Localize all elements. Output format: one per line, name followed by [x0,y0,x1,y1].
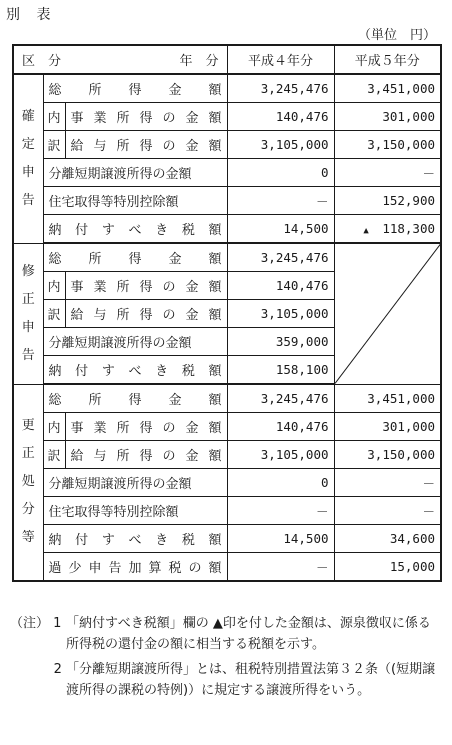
header-division-cell [13,45,227,74]
notes [10,613,442,701]
refund-mark-icon: ▲ [363,226,369,236]
label-tax: 納 付 す べ き 税 額 [43,215,227,244]
header-row [13,45,441,74]
kosei-tax-h4: 14,500 [227,525,334,553]
kosei-housing-h5: － [334,497,441,525]
note-number: 1 [53,616,62,631]
shusei-separate-h4: 359,000 [227,328,334,356]
kakutei-business-h4: 140,476 [227,103,334,131]
label-separate: 分離短期譲渡所得の金額 [43,159,227,187]
kosei-housing-h4: － [227,497,334,525]
table-row [13,469,441,497]
diagonal-line-icon [335,244,441,384]
kakutei-tax-h5-cell [334,215,441,244]
label-total: 総 所 得 金 額 [43,74,227,103]
kosei-business-h4: 140,476 [227,413,334,441]
note-item [10,613,442,655]
label-salary: 給与所得の金額 [65,300,227,328]
table-row [13,243,441,272]
table-row [13,103,441,131]
section-kosei: 更 正 処 分 等 [13,384,43,581]
table-row [13,497,441,525]
header-year-label: 年 分 [179,54,219,69]
notes-lead: （注） [10,616,50,631]
kosei-salary-h5: 3,150,000 [334,441,441,469]
note-text: 「分離短期譲渡所得」とは、租税特別措置法第３２条（(短期譲渡所得の課税の特例)）に規定する譲渡所得をいう。 [66,662,436,698]
kakutei-housing-h4: － [227,187,334,215]
table-row [13,74,441,103]
kakutei-salary-h5: 3,150,000 [334,131,441,159]
label-salary: 給与所得の金額 [65,441,227,469]
label-business: 事業所得の金額 [65,413,227,441]
shusei-tax-h4: 158,100 [227,356,334,385]
table-row [13,441,441,469]
label-separate: 分離短期譲渡所得の金額 [43,328,227,356]
kosei-separate-h5: － [334,469,441,497]
kakutei-tax-h4: 14,500 [227,215,334,244]
document-title: 別 表 [6,7,57,23]
kosei-penalty-h5: 15,000 [334,553,441,582]
table-row [13,413,441,441]
header-division-label: 区 分 [22,54,62,69]
section-kakutei: 確 定 申 告 [13,74,43,243]
table-row [13,215,441,244]
label-housing: 住宅取得等特別控除額 [43,187,227,215]
label-total: 総 所 得 金 額 [43,243,227,272]
label-wake: 訳 [43,441,65,469]
kosei-tax-h5: 34,600 [334,525,441,553]
kakutei-total-h5: 3,451,000 [334,74,441,103]
kakutei-business-h5: 301,000 [334,103,441,131]
label-wake: 訳 [43,300,65,328]
kosei-total-h4: 3,245,476 [227,384,334,413]
label-tax: 納 付 す べ き 税 額 [43,525,227,553]
shusei-business-h4: 140,476 [227,272,334,300]
kosei-business-h5: 301,000 [334,413,441,441]
kakutei-separate-h5: － [334,159,441,187]
kakutei-tax-h5: 118,300 [382,221,435,236]
label-salary: 給与所得の金額 [65,131,227,159]
shusei-total-h4: 3,245,476 [227,243,334,272]
table-row [13,187,441,215]
note-text: 「納付すべき税額」欄の ▲印を付した金額は、源泉徴収に係る所得税の還付金の額に相当する税額を示す。 [66,616,431,652]
kosei-salary-h4: 3,105,000 [227,441,334,469]
header-h5: 平成５年分 [334,45,441,74]
label-housing: 住宅取得等特別控除額 [43,497,227,525]
table-row [13,159,441,187]
note-item [10,659,442,701]
label-tax: 納 付 す べ き 税 額 [43,356,227,385]
shusei-salary-h4: 3,105,000 [227,300,334,328]
header-h4: 平成４年分 [227,45,334,74]
label-penalty: 過少申告加算税の額 [43,553,227,582]
kakutei-total-h4: 3,245,476 [227,74,334,103]
note-number: 2 [53,662,62,677]
table-row [13,553,441,582]
shusei-h5-empty [334,243,441,384]
section-shusei: 修 正 申 告 [13,243,43,384]
table-row [13,131,441,159]
tax-table [12,44,442,582]
kosei-separate-h4: 0 [227,469,334,497]
kosei-penalty-h4: － [227,553,334,582]
kakutei-separate-h4: 0 [227,159,334,187]
label-uchi: 内 [43,103,65,131]
kosei-total-h5: 3,451,000 [334,384,441,413]
table-row [13,384,441,413]
kakutei-housing-h5: 152,900 [334,187,441,215]
label-uchi: 内 [43,413,65,441]
kakutei-salary-h4: 3,105,000 [227,131,334,159]
label-separate: 分離短期譲渡所得の金額 [43,469,227,497]
table-row [13,525,441,553]
label-uchi: 内 [43,272,65,300]
label-wake: 訳 [43,131,65,159]
label-business: 事業所得の金額 [65,103,227,131]
label-business: 事業所得の金額 [65,272,227,300]
label-total: 総 所 得 金 額 [43,384,227,413]
unit-label: （単位 円） [357,28,436,43]
